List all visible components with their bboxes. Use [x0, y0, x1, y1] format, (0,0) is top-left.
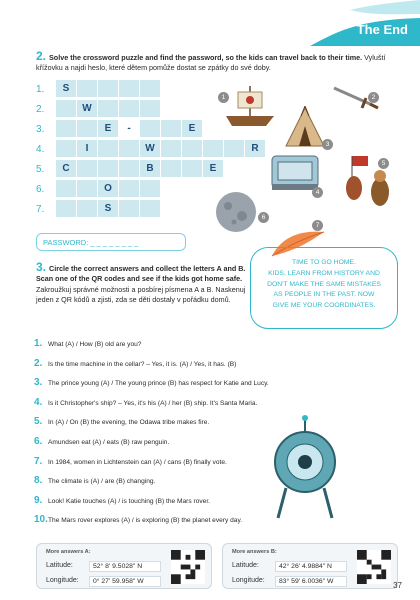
- longitude-label: Longitude:: [46, 577, 79, 584]
- answers-box-a: [36, 543, 212, 589]
- crossword-cell[interactable]: S: [56, 80, 77, 98]
- crossword-row: [36, 120, 203, 138]
- crossword-cell[interactable]: [140, 100, 161, 118]
- tent-icon: [282, 106, 328, 148]
- question-number: 7.: [34, 455, 43, 467]
- row-number: 6.: [36, 183, 45, 195]
- question-number: 6.: [34, 436, 43, 447]
- crossword-cell[interactable]: [140, 80, 161, 98]
- crossword-cell[interactable]: [161, 120, 182, 138]
- row-number: 3.: [36, 123, 45, 135]
- crossword-cell[interactable]: [161, 160, 182, 178]
- crossword-cell[interactable]: [56, 180, 77, 198]
- picture-number: 5: [378, 158, 389, 169]
- picture-number: 6: [258, 212, 269, 223]
- crossword-row: [36, 140, 266, 158]
- picture-number: 4: [312, 187, 323, 198]
- callout-line: KIDS, LEARN FROM HISTORY AND: [268, 269, 380, 277]
- latitude-label: Latitude:: [232, 562, 259, 569]
- question-text: In (A) / On (B) the evening, the Odawa tribe makes fire.: [48, 419, 210, 427]
- speech-bubble: [250, 247, 398, 329]
- question-number: 8.: [34, 475, 43, 487]
- task2-instructions: 2. Solve the crossword puzzle and find the password, so the kids can travel back to their time. Vyluští křížovku a najdi heslo, které dětem pomůže dostat se zpátky do své doby.: [36, 49, 386, 72]
- question-number: 10.: [34, 514, 48, 526]
- crossword-cell[interactable]: [98, 100, 119, 118]
- crossword-cell[interactable]: O: [98, 180, 119, 198]
- question-item[interactable]: [34, 475, 155, 486]
- question-text: The climate is (A) / are (B) changing.: [48, 478, 156, 486]
- crossword-cell[interactable]: B: [140, 160, 161, 178]
- crossword-cell[interactable]: [119, 180, 140, 198]
- crossword-cell[interactable]: E: [98, 120, 119, 138]
- crossword-cell[interactable]: W: [77, 100, 98, 118]
- crossword-cell[interactable]: [182, 140, 203, 158]
- crossword-row: [36, 200, 161, 218]
- question-text: The prince young (A) / The young prince (B) has respect for Katie and Lucy.: [48, 380, 269, 388]
- crossword-cell[interactable]: [119, 200, 140, 218]
- picture-number: 2: [368, 92, 379, 103]
- row-number: 5.: [36, 163, 45, 175]
- question-item[interactable]: [34, 377, 269, 388]
- machine-icon: [268, 150, 322, 192]
- crossword-cell[interactable]: [77, 160, 98, 178]
- crossword-cell[interactable]: [98, 160, 119, 178]
- question-number: 9.: [34, 494, 43, 506]
- crossword-cell[interactable]: [182, 160, 203, 178]
- question-item[interactable]: [34, 436, 169, 447]
- question-text: Amundsen eat (A) / eats (B) raw penguin.: [48, 439, 170, 446]
- question-item[interactable]: [34, 397, 257, 408]
- crossword-cell[interactable]: [56, 100, 77, 118]
- picture-number: 3: [322, 139, 333, 150]
- crossword-cell[interactable]: [119, 80, 140, 98]
- latitude-value: 42° 26' 4.9884" N: [275, 561, 347, 572]
- row-number: 4.: [36, 143, 45, 155]
- task3-instructions: 3. Circle the correct answers and collect the letters A and B. Scan one of the QR codes and see if the kids got home safe. Zakroužkuj správné možnosti a posbírej písmena A a B. Naskenuj jeden z QR kódů a zjisti, zda se děti dostaly v pořádku domů.: [36, 260, 246, 304]
- crossword-cell[interactable]: I: [77, 140, 98, 158]
- question-number: 1.: [34, 338, 43, 349]
- moon-icon: [212, 190, 260, 234]
- crossword-row: [36, 180, 161, 198]
- crossword-cell[interactable]: [161, 140, 182, 158]
- crossword-cell[interactable]: [98, 140, 119, 158]
- latitude-label: Latitude:: [46, 562, 73, 569]
- question-item[interactable]: [34, 338, 141, 349]
- crossword-cell[interactable]: [119, 160, 140, 178]
- crossword-cell[interactable]: R: [245, 140, 266, 158]
- callout-line: TIME TO GO HOME.: [292, 259, 356, 266]
- question-item[interactable]: [34, 495, 210, 506]
- question-number: 4.: [34, 396, 43, 408]
- latitude-value: 52° 8' 9.5028" N: [89, 561, 161, 572]
- question-text: What (A) / How (B) old are you?: [48, 341, 142, 348]
- question-number: 5.: [34, 416, 43, 428]
- crossword-cell[interactable]: E: [203, 160, 224, 178]
- longitude-value: 0° 27' 59.958" W: [89, 576, 161, 587]
- crossword-cell[interactable]: [119, 140, 140, 158]
- answers-box-b: [222, 543, 398, 589]
- crossword-cell[interactable]: [77, 180, 98, 198]
- crossword-cell[interactable]: [140, 180, 161, 198]
- callout-line: GIVE ME YOUR COORDINATES.: [272, 302, 376, 310]
- crossword-cell[interactable]: [56, 140, 77, 158]
- question-item[interactable]: [34, 416, 209, 427]
- crossword-cell[interactable]: [203, 140, 224, 158]
- question-text: In 1984, women in Lichtenstein can (A) / cans (B) finally vote.: [48, 458, 227, 466]
- page-title: The End: [356, 22, 408, 37]
- question-number: 2.: [34, 357, 43, 369]
- page-number: 37: [393, 581, 402, 590]
- row-number: 2.: [36, 103, 45, 115]
- question-item[interactable]: [34, 358, 236, 369]
- callout-line: DON'T MAKE THE SAME MISTAKES: [267, 280, 381, 288]
- answers-title: More answers B:: [232, 549, 277, 555]
- crossword-cell[interactable]: [119, 100, 140, 118]
- question-item[interactable]: [34, 514, 242, 525]
- ship-icon: [220, 82, 280, 130]
- question-text: Is it Christopher's ship? – Yes, it's his (A) / her (B) ship. It's Santa Maria.: [48, 399, 258, 407]
- qr-code-icon[interactable]: [171, 550, 205, 584]
- question-item[interactable]: [34, 456, 227, 467]
- picture-number: 7: [312, 220, 323, 231]
- crossword-cell[interactable]: C: [56, 160, 77, 178]
- answers-title: More answers A:: [46, 549, 91, 555]
- question-text: Is the time machine in the cellar? – Yes, it is. (A) / Yes, it has. (B): [48, 360, 237, 368]
- crossword-cell[interactable]: E: [182, 120, 203, 138]
- robot-icon: [268, 414, 342, 524]
- crossword-cell[interactable]: [56, 120, 77, 138]
- crossword-row: [36, 80, 161, 98]
- crossword-cell[interactable]: S: [98, 200, 119, 218]
- crossword-row: [36, 100, 161, 118]
- crossword-cell[interactable]: [77, 200, 98, 218]
- crossword-cell[interactable]: [140, 200, 161, 218]
- longitude-label: Longitude:: [232, 577, 265, 584]
- crossword-cell[interactable]: -: [119, 120, 140, 138]
- question-number: 3.: [34, 377, 43, 389]
- picture-number: 1: [218, 92, 229, 103]
- row-number: 1.: [36, 83, 45, 95]
- longitude-value: 83° 59' 6.0036" W: [275, 576, 347, 587]
- crossword-cell[interactable]: [77, 80, 98, 98]
- crossword-cell[interactable]: [77, 120, 98, 138]
- row-number: 7.: [36, 203, 45, 215]
- question-text: The Mars rover explores (A) / is exploring (B) the planet every day.: [48, 517, 243, 525]
- crossword-cell[interactable]: [224, 140, 245, 158]
- crossword-cell[interactable]: [98, 80, 119, 98]
- question-text: Look! Katie touches (A) / is touching (B) the Mars rover.: [48, 497, 210, 505]
- password-field[interactable]: PASSWORD: _ _ _ _ _ _ _ _: [36, 233, 186, 251]
- crossword-row: [36, 160, 224, 178]
- callout-line: AS PEOPLE IN THE PAST. NOW: [273, 291, 375, 299]
- crossword-cell[interactable]: W: [140, 140, 161, 158]
- crossword-cell[interactable]: [56, 200, 77, 218]
- crossword-cell[interactable]: [140, 120, 161, 138]
- qr-code-icon[interactable]: [357, 550, 391, 584]
